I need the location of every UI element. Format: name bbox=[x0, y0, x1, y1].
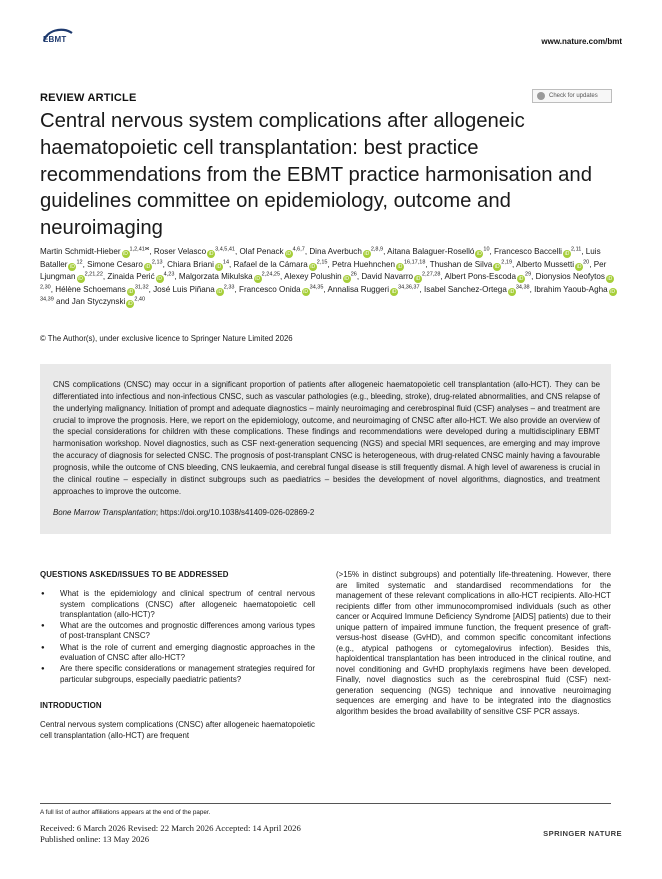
author-affiliations: 10 bbox=[483, 246, 490, 253]
orcid-icon[interactable]: iD bbox=[509, 288, 515, 295]
author-name[interactable]: Simone Cesaro bbox=[87, 259, 143, 269]
orcid-icon[interactable]: iD bbox=[157, 276, 163, 282]
author-name[interactable]: Petra Huehnchen bbox=[331, 259, 395, 269]
author-name[interactable]: Francesco Baccelli bbox=[494, 247, 562, 256]
orcid-icon[interactable]: iD bbox=[344, 276, 350, 282]
section-label: REVIEW ARTICLE bbox=[40, 92, 137, 104]
list-item: ● What are the outcomes and prognostic differences among various types of post-transplant CNSC? bbox=[40, 621, 315, 642]
author-affiliations: 2,40 bbox=[134, 296, 146, 303]
author-name[interactable]: Zinaida Perić bbox=[107, 272, 155, 281]
orcid-icon[interactable]: iD bbox=[216, 263, 222, 270]
orcid-icon[interactable]: iD bbox=[477, 251, 482, 257]
author-affiliations: 34,38 bbox=[515, 283, 530, 290]
list-item: ● Are there specific considerations or management strategies required for particular subgroups, especially paediatric patients? bbox=[40, 664, 315, 685]
orcid-icon[interactable]: iD bbox=[123, 251, 128, 257]
orcid-icon[interactable]: iD bbox=[127, 301, 133, 307]
introduction-heading: INTRODUCTION bbox=[40, 700, 102, 710]
publication-dates bbox=[40, 823, 301, 844]
affiliations-footnote: A full list of author affiliations appears at the end of the paper. bbox=[40, 809, 211, 816]
orcid-icon[interactable]: iD bbox=[286, 251, 291, 257]
left-column bbox=[40, 570, 315, 741]
author-name[interactable]: Ibrahim Yaoub-Agha bbox=[534, 284, 608, 294]
check-updates-icon bbox=[537, 92, 545, 100]
author-affiliations: 2,15 bbox=[316, 258, 328, 265]
orcid-icon[interactable]: iD bbox=[397, 263, 403, 270]
author-affiliations: 16,17,18 bbox=[403, 258, 426, 265]
author-affiliations: 2,33 bbox=[223, 283, 235, 290]
author-and: and bbox=[56, 297, 70, 306]
abstract-box bbox=[40, 364, 611, 534]
author-name[interactable]: Malgorzata Mikulska bbox=[178, 272, 253, 281]
author-affiliations: 20 bbox=[583, 258, 590, 265]
author-name[interactable]: Dina Averbuch bbox=[309, 247, 362, 256]
orcid-icon[interactable]: iD bbox=[391, 288, 397, 295]
author-affiliations: 31,32 bbox=[134, 283, 149, 290]
author-affiliations: 14 bbox=[222, 258, 230, 265]
abstract-text: CNS complications (CNSC) may occur in a significant proportion of patients after allogeneic haematopoietic cell transplantation (allo-HCT). They can be differentiated into infectious and non-infectious CNSC, such as vascular pathologies (e.g., bleeding, stroke), drug-related abnormalities, and CNS relapse of the underlying malignancy. Initiation of prompt and adequate diagnostics – mainly neuroimaging and cerebrospinal fluid (CSF) analyses – and treatment are crucial to improve the prognosis. Here, we report on the epidemiology, outcome, and neuroimaging of CNSC after allo-HCT. We also provide an overview of the special considerations for children with these complications. These findings and recommendations were developed during a multidisciplinary EBMT harmonisation workshop. Novel diagnostics, such as CSF next-generation sequencing (NGS) and special MRI sequences, are emerging and may improve the accuracy of diagnosis for selected CNSC. The prognosis of post-transplant CNSC is heterogeneous, with drug-related CNSC mainly having a favourable prognosis, while the outcome of CNS bleeding, CNS leukaemia, and cerebral fungal disease is still frequently dismal. A high level of awareness is crucial in the clinical routine – especially in distinct subgroups such as paediatrics – besides the development of novel algorithms, diagnostics, and treatment approaches to improve the outcome. bbox=[53, 380, 600, 496]
orcid-icon[interactable]: iD bbox=[518, 276, 524, 282]
article-title: Central nervous system complications after allogeneic haematopoietic cell transplantation: best practice recommendations from the EBMT practice harmonisation and guidelines committee on epidemiology, outcome and neuroimaging bbox=[40, 110, 592, 240]
published-date: Published online: 13 May 2026 bbox=[40, 833, 150, 844]
author-affiliations: 34,35 bbox=[309, 283, 324, 290]
author-affiliations: 2,11 bbox=[570, 246, 582, 253]
list-item: ● What is the role of current and emerging diagnostic approaches in the evaluation of CNSC after allo-HCT? bbox=[40, 643, 315, 664]
author-affiliations: 12 bbox=[76, 258, 83, 265]
author-name[interactable]: Per Ljungman bbox=[40, 259, 607, 281]
author-name[interactable]: Alberto Mussetti bbox=[516, 259, 575, 269]
author-name[interactable]: Martin Schmidt-Hieber bbox=[40, 247, 121, 256]
author-affiliations: 26 bbox=[350, 271, 357, 278]
author-affiliations: 34,39 bbox=[40, 296, 54, 303]
author-affiliations: 29 bbox=[525, 271, 532, 278]
received-dates: Received: 6 March 2026 Revised: 22 March 2026 Accepted: 14 April 2026 bbox=[40, 823, 301, 833]
orcid-icon[interactable]: iD bbox=[607, 276, 613, 282]
orcid-icon[interactable]: iD bbox=[364, 251, 370, 257]
author-name[interactable]: Aitana Balaguer-Roselló bbox=[387, 247, 475, 256]
author-name[interactable]: Olaf Penack bbox=[239, 247, 284, 256]
introduction-text-right: (>15% in distinct subgroups) and potentially life-threatening. However, there are limited systematic and standardised recommendations for the management of these relevant complications in allo-HCT recipients. Allo-HCT recipients differ from other immunocompromised individuals (such as other cancer or Acquired Immune Deficiency Syndrome [AIDS] patients) due to their unique pattern of impaired immune function, the frequent presence of graft-versus-host disease (GvHD), and common specific concomitant infections (e.g., atypical pathogens or cytomegalovirus infection). Besides this, haploidentical transplantation has been introduced in the clinical routine, and novel conditioning and GvHD prophylaxis regimens have been developed. Finally, novel diagnostics such as the cerebrospinal fluid (CSF) next-generation sequencing (NGS) technique and innovative neuroimaging sequences are emerging and have to be integrated into the diagnostics algorithm besides the broad availability of sensitive CSF PCR assays. bbox=[336, 570, 611, 716]
orcid-icon[interactable]: iD bbox=[208, 251, 214, 257]
author-affiliations: 2,21,22 bbox=[84, 271, 103, 278]
orcid-icon[interactable]: iD bbox=[610, 288, 615, 295]
author-affiliations: 2,30 bbox=[40, 283, 51, 290]
author-name[interactable]: Chiara Briani bbox=[167, 259, 214, 269]
citation-doi-link[interactable]: ; https://doi.org/10.1038/s41409-026-02869-2 bbox=[155, 508, 315, 518]
list-item: ● What is the epidemiology and clinical spectrum of central nervous system complications (CNSC) after allogeneic haematopoietic cell transplantation (allo-HCT)? bbox=[40, 589, 315, 620]
orcid-icon[interactable]: iD bbox=[576, 263, 582, 270]
introduction-text-left: Central nervous system complications (CNSC) after allogeneic haematopoietic cell transplantation (allo-HCT) are frequent bbox=[40, 720, 315, 740]
logo-text: EBMT bbox=[43, 35, 67, 44]
author-name[interactable]: Jan Styczynski bbox=[71, 297, 126, 306]
author-affiliations: 2,8,9 bbox=[370, 246, 384, 253]
questions-heading: QUESTIONS ASKED/ISSUES TO BE ADDRESSED bbox=[40, 570, 229, 579]
citation bbox=[53, 507, 600, 519]
orcid-icon[interactable]: iD bbox=[217, 288, 223, 295]
author-affiliations: 4,6,7 bbox=[292, 246, 305, 253]
author-affiliations: 4,23 bbox=[163, 271, 175, 278]
author-affiliations: 34,36,37 bbox=[398, 283, 420, 290]
author-name[interactable]: Isabel Sanchez-Ortega bbox=[424, 284, 507, 294]
orcid-icon[interactable]: iD bbox=[303, 288, 308, 295]
author-affiliations: 2,13 bbox=[151, 258, 163, 265]
author-name[interactable]: Alexey Polushin bbox=[284, 272, 342, 281]
author-list: Martin Schmidt-Hieber iD$^{1,2,41✉}$, Roser Velasco iD$^{3,4,5,41}$, Olaf Penack iD$^{4,6,7}$, Dina Averbuch iD$^{2,8,9}$, Aitana Balaguer-Roselló iD$^{10}$, Francesco Baccelli iD$^{2,11}$, Luis Bataller iD$^{12}$, Simone Cesaro iD$^{2,13}$, Chiara Briani iD$^{14}$, Rafael de la Cámara iD$^{2,15}$, Petra Huehnchen iD$^{16,17,18}$, Thushan de Silva iD$^{2,19}$, Alberto Mussetti iD$^{20}$, Per Ljungman iD$^{2,21,22}$, Zinaida Perić iD$^{4,23}$, Malgorzata Mikulska iD$^{2,24,25}$, Alexey Polushin iD$^{26}$, David Navarro iD$^{2,27,28}$, Albert Pons-Escoda iD$^{29}$, Dionysios Neofytos iD$^{2,30}$, Hélène Schoemans iD$^{31,32}$, José Luis Piñana iD$^{2,33}$, Francesco Onida iD$^{34,35}$, Annalisa Ruggeri iD$^{34,36,37}$, Isabel Sanchez-Ortega iD$^{34,38}$, Ibrahim Yaoub-Agha iD$^{34,39}$ and Jan Styczynski iD$^{2,40}$ bbox=[40, 246, 615, 307]
publisher-logo: SPRINGER NATURE bbox=[543, 829, 622, 838]
orcid-icon[interactable]: iD bbox=[145, 263, 151, 270]
check-for-updates-button[interactable] bbox=[532, 89, 612, 103]
author-name[interactable]: Rafael de la Cámara bbox=[233, 259, 308, 269]
footnote-divider bbox=[40, 803, 611, 804]
author-affiliations: 2,27,28 bbox=[422, 271, 441, 278]
questions-list bbox=[40, 589, 315, 685]
author-name[interactable]: Albert Pons-Escoda bbox=[444, 272, 517, 281]
citation-journal: Bone Marrow Transplantation bbox=[53, 508, 156, 518]
author-name[interactable]: Roser Velasco bbox=[153, 247, 207, 256]
author-name[interactable]: David Navarro bbox=[361, 272, 414, 281]
orcid-icon[interactable]: iD bbox=[564, 251, 570, 257]
orcid-icon[interactable]: iD bbox=[310, 263, 316, 270]
author-affiliations: 2,24,25 bbox=[261, 271, 281, 278]
author-affiliations: 1,2,41✉ bbox=[129, 246, 150, 253]
orcid-icon[interactable]: iD bbox=[70, 263, 75, 270]
orcid-icon[interactable]: iD bbox=[494, 263, 500, 270]
orcid-icon[interactable]: iD bbox=[78, 276, 83, 282]
author-name[interactable]: José Luis Piñana bbox=[153, 284, 215, 294]
author-name[interactable]: Luis Bataller bbox=[40, 247, 601, 269]
right-column bbox=[336, 570, 611, 717]
copyright-notice: © The Author(s), under exclusive licence to Springer Nature Limited 2026 bbox=[40, 334, 293, 343]
author-name[interactable]: Francesco Onida bbox=[239, 284, 301, 294]
orcid-icon[interactable]: iD bbox=[415, 276, 421, 282]
author-name[interactable]: Annalisa Ruggeri bbox=[327, 284, 390, 294]
orcid-icon[interactable]: iD bbox=[255, 276, 261, 282]
author-affiliations: 2,19 bbox=[501, 258, 513, 265]
orcid-icon[interactable]: iD bbox=[128, 288, 134, 295]
author-name[interactable]: Dionysios Neofytos bbox=[535, 272, 605, 281]
author-affiliations: 3,4,5,41 bbox=[215, 246, 235, 253]
author-name[interactable]: Hélène Schoemans bbox=[55, 284, 126, 294]
author-name[interactable]: Thushan de Silva bbox=[429, 259, 493, 269]
check-updates-label: Check for updates bbox=[549, 93, 598, 99]
site-url-link[interactable]: www.nature.com/bmt bbox=[541, 37, 622, 46]
